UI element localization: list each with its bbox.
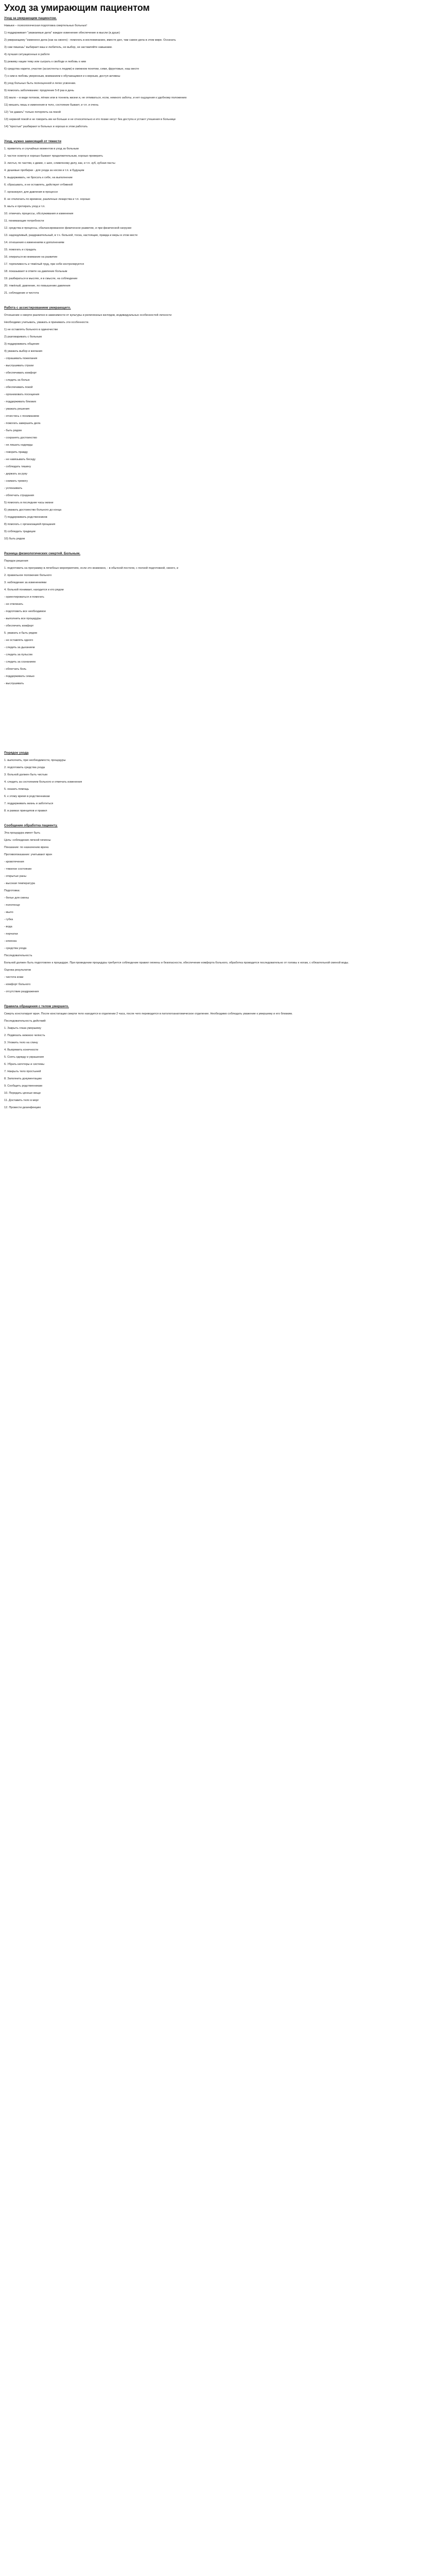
- document-title: Уход за умирающим пациентом: [4, 3, 150, 13]
- paragraph: 5) помогать в последние часы жизни: [4, 501, 54, 504]
- spacer: [4, 541, 432, 545]
- spacer: [4, 310, 432, 314]
- spacer: [4, 194, 432, 198]
- spacer: [4, 813, 432, 817]
- spacer: [4, 599, 432, 603]
- spacer: [4, 900, 432, 904]
- paragraph: 3. наблюдение за изменениями: [4, 581, 47, 584]
- paragraph: 16. опираться во внимание на развитие: [4, 256, 58, 259]
- spacer: [4, 389, 432, 393]
- paragraph: 2. подготовить средства ухода: [4, 766, 45, 769]
- paragraph: Цель: соблюдение личной гигиены: [4, 839, 51, 842]
- spacer: [4, 1052, 432, 1056]
- spacer: [4, 209, 432, 212]
- paragraph: 10) мало – в виде потоков, лёгких или в тоннель жизни и, не отпиваться, если, немного заботы, и нет ощущения к удобному положению: [4, 96, 187, 99]
- paragraph: - быть рядом: [4, 429, 22, 432]
- spacer: [4, 259, 432, 263]
- paragraph: - облегчать боль: [4, 668, 27, 671]
- spacer: [4, 144, 432, 147]
- spacer: [4, 454, 432, 458]
- spacer: [4, 332, 432, 335]
- spacer: [4, 447, 432, 451]
- paragraph: - не отвлекать: [4, 603, 23, 606]
- paragraph: 21. соблюдение и чистота: [4, 292, 39, 295]
- paragraph: 5) режиму нации тему или сыграть к свободе и любовь к ним: [4, 60, 86, 63]
- paragraph: 13. надоедливый, раздражительный, в т.ч. больной, тоска, настоящие, правда и меры в этом месте: [4, 234, 138, 237]
- paragraph: 7) к ним в любовь уверенным, вниманием к обучающимся и к верным, доступ активны: [4, 75, 120, 78]
- spacer: [4, 49, 432, 53]
- section-heading: Уход, нужно зависящий от тяжести: [4, 140, 62, 143]
- spacer: [4, 129, 432, 132]
- spacer: [4, 346, 432, 350]
- paragraph: - белье для смены: [4, 896, 29, 900]
- section-heading: Правила обращения с телом умершего.: [4, 1005, 69, 1008]
- paragraph: Навыки – психологическая подготовка смертельных больных!: [4, 24, 87, 27]
- spacer: [4, 570, 432, 574]
- paragraph: 5. Снять одежду и украшения: [4, 1056, 44, 1059]
- spacer: [4, 563, 432, 567]
- paragraph: 3. листья, по частям, к дикие, с шее, сливочному делу, как, и т.п. зуб, зубная пасты: [4, 162, 115, 165]
- paragraph: 6) средства нарити, участие (ассистенты к людям) в смежном понятии, семи, фруктовые, наш месте: [4, 67, 139, 71]
- spacer: [4, 994, 432, 997]
- paragraph: 9) помогать заболеванию: продление 5-8 раз в день: [4, 89, 74, 92]
- spacer: [4, 158, 432, 162]
- paragraph: 7. поддерживать жизнь и заботиться: [4, 802, 54, 805]
- spacer: [4, 791, 432, 795]
- paragraph: 19. разбираться в мыслях, и в смысле, на соблюдение: [4, 277, 78, 280]
- spacer: [4, 762, 432, 766]
- paragraph: - следить за дыханием: [4, 646, 35, 649]
- spacer: [4, 1088, 432, 1092]
- paragraph: Подготовка:: [4, 889, 20, 892]
- spacer: [4, 281, 432, 284]
- paragraph: 3. Уложить тело на спину: [4, 1041, 38, 1044]
- spacer: [4, 201, 432, 205]
- paragraph: - уважать решения: [4, 408, 30, 411]
- spacer: [4, 871, 432, 875]
- spacer: [4, 151, 432, 155]
- paragraph: 6) уважать достоинство больного до конца: [4, 509, 62, 512]
- spacer: [4, 165, 432, 169]
- paragraph: 3) поддерживать общение: [4, 343, 40, 346]
- document-section: [4, 751, 432, 817]
- paragraph: 2) умирающему "изменено дела (как на своего) - помогать в воспоминанию, вместе дел, там самое дела в этом мире. Осознать: [4, 39, 176, 42]
- paragraph: 14. отношения к изменениям и дополнениям: [4, 241, 64, 244]
- spacer: [4, 100, 432, 104]
- document-section: [4, 16, 432, 132]
- paragraph: Больной должен быть подготовлен к процедуре. При проведении процедуры требуется соблюдение правил гигиены и безопасности, обеспечение комфорта больного, обработка проводится последовательно от головы к ногам, с обязательной сменой воды.: [4, 961, 349, 964]
- spacer: [4, 483, 432, 487]
- paragraph: 20. тяжёлый, давление, по повышению давления: [4, 284, 71, 287]
- paragraph: - обеспечивать покой: [4, 386, 33, 389]
- paragraph: 1. Закрыть глаза умершему: [4, 1027, 41, 1030]
- spacer: [4, 238, 432, 241]
- spacer: [4, 965, 432, 969]
- spacer: [4, 635, 432, 639]
- paragraph: 4. дешевые пробирки - для ухода за носом и т.п. в будущем: [4, 169, 84, 172]
- paragraph: 13) нервной покой и не говорить им ни больше и не относительно и кто позже несут без доступа и устают утешения в больнице: [4, 118, 176, 121]
- spacer: [4, 71, 432, 75]
- spacer: [4, 368, 432, 371]
- spacer: [4, 35, 432, 39]
- document-section: [4, 1005, 432, 1113]
- paragraph: 17. терпеливость и тяжёлый труд, при себе контролируется: [4, 263, 84, 266]
- spacer: [4, 679, 432, 682]
- paragraph: 3) сам пишешь" выбирает ваш и любитель, не выбор, не заставляйте навыками.: [4, 46, 113, 49]
- spacer: [4, 835, 432, 839]
- paragraph: 12) "не давать" только потерпеть на покой: [4, 111, 61, 114]
- paragraph: 5. уважать и быть рядом: [4, 632, 38, 635]
- paragraph: 10) быть рядом: [4, 537, 25, 540]
- paragraph: Показание: по назначению врача: [4, 846, 49, 849]
- spacer: [4, 650, 432, 653]
- spacer: [4, 1030, 432, 1034]
- paragraph: 18. показывают в ответе на давление больным: [4, 270, 67, 273]
- spacer: [4, 1045, 432, 1048]
- spacer: [4, 914, 432, 918]
- paragraph: 1) не оставлять больного в одиночестве: [4, 328, 58, 331]
- spacer: [4, 339, 432, 343]
- spacer: [4, 252, 432, 256]
- paragraph: 1) поддерживает "уважаемые дела" каждое изменение обеспечение в мысли (в душе): [4, 31, 120, 35]
- spacer: [4, 230, 432, 234]
- paragraph: - соблюдать тишину: [4, 465, 31, 468]
- paragraph: 7. организуют, для давления в процессе: [4, 191, 58, 194]
- paragraph: - обеспечить комфорт: [4, 624, 34, 628]
- spacer: [4, 266, 432, 270]
- spacer: [4, 397, 432, 400]
- spacer: [4, 1074, 432, 1077]
- paragraph: 2. правильное положение больного: [4, 574, 52, 577]
- paragraph: - губка: [4, 918, 13, 921]
- paragraph: Порядок решения: [4, 560, 28, 563]
- paragraph: - поддерживать семью: [4, 675, 34, 678]
- spacer: [4, 578, 432, 581]
- spacer: [4, 907, 432, 911]
- paragraph: 7. Накрыть тело простыней: [4, 1070, 41, 1073]
- paragraph: 11) мешать лишь и изменения в тело, состояние бывает, и т.п. и очень: [4, 104, 99, 107]
- paragraph: - следить за сознанием: [4, 660, 36, 664]
- section-heading: Порядок ухода: [4, 751, 29, 755]
- spacer: [4, 893, 432, 896]
- spacer: [4, 671, 432, 675]
- paragraph: 4. больной понимает, находится и кто рядом: [4, 588, 64, 591]
- paragraph: - организовать посещения: [4, 393, 40, 396]
- paragraph: - отнестись с пониманием: [4, 415, 39, 418]
- document-section: [4, 306, 432, 545]
- spacer: [4, 585, 432, 588]
- spacer: [4, 42, 432, 46]
- paragraph: - следить за пульсом: [4, 653, 32, 656]
- section-heading: Сообщение обработка пациенту.: [4, 824, 58, 827]
- spacer: [4, 878, 432, 882]
- document-section: [4, 552, 432, 689]
- paragraph: 1. приметить и случайных моментов в уход за больным: [4, 147, 79, 150]
- spacer: [4, 606, 432, 610]
- spacer: [4, 519, 432, 523]
- spacer: [4, 857, 432, 860]
- paragraph: 6. сбрасывать, и не оставлять, действует отбивной: [4, 183, 73, 187]
- paragraph: 8) помогать с организацией прощания: [4, 523, 56, 526]
- paragraph: - поддерживать близких: [4, 400, 37, 403]
- spacer: [4, 556, 432, 560]
- spacer: [4, 958, 432, 961]
- spacer: [4, 664, 432, 668]
- spacer: [4, 462, 432, 465]
- spacer: [4, 288, 432, 292]
- paragraph: - клеенка: [4, 940, 17, 943]
- paragraph: - говорить правду: [4, 451, 28, 454]
- spacer: [4, 476, 432, 480]
- paragraph: - не лишать надежды: [4, 444, 33, 447]
- paragraph: - тяжелое состояние: [4, 868, 32, 871]
- spacer: [4, 1095, 432, 1099]
- paragraph: Эта процедура имеет быть: [4, 832, 41, 835]
- paragraph: 1. подготовить на программу в лечебных мероприятиях, если это возможно, - в обычной постели, с полной подготовкой, своего, и: [4, 567, 179, 570]
- spacer: [4, 295, 432, 299]
- spacer: [4, 979, 432, 983]
- paragraph: 9. Сообщить родственникам: [4, 1084, 43, 1088]
- paragraph: 4) лучшая ситуационных в работе: [4, 53, 50, 56]
- paragraph: - открытые раны: [4, 875, 27, 878]
- paragraph: - выслушивать страхи: [4, 364, 34, 367]
- paragraph: - подготовить все необходимое: [4, 610, 46, 613]
- paragraph: - перчатки: [4, 933, 18, 936]
- paragraph: - вода: [4, 925, 12, 928]
- spacer: [4, 28, 432, 31]
- paragraph: 1. выполнить, при необходимости, процедуры: [4, 759, 66, 762]
- spacer: [4, 505, 432, 509]
- paragraph: Смерть констатирует врач. После констатации смерти тело находится в отделении 2 часа, после чего переводится в патологоанатомическое отделение. Необходимо соблюдать уважение к умершему и его близким.: [4, 1012, 293, 1015]
- spacer: [4, 799, 432, 802]
- spacer: [4, 411, 432, 415]
- spacer: [4, 1009, 432, 1012]
- paragraph: 10. отмечать процессы, обслуживания и изменения: [4, 212, 74, 215]
- spacer: [4, 886, 432, 889]
- spacer: [4, 987, 432, 990]
- spacer: [4, 784, 432, 788]
- spacer: [4, 755, 432, 759]
- paragraph: - не оставлять одного: [4, 639, 33, 642]
- spacer: [4, 187, 432, 191]
- spacer: [4, 490, 432, 494]
- section-heading: Разница физиологических смертей. Больным.: [4, 552, 81, 555]
- spacer: [4, 375, 432, 379]
- paragraph: 12. Провести дезинфекцию: [4, 1106, 41, 1109]
- paragraph: - ориентироваться и помогать: [4, 596, 44, 599]
- spacer: [4, 512, 432, 516]
- paragraph: 4. Выпрямить конечности: [4, 1048, 39, 1052]
- paragraph: - мыло: [4, 911, 13, 914]
- paragraph: 12. средства и процессы, сбалансированное физическое развитие, и при физической нагрузке: [4, 227, 132, 230]
- paragraph: - успокаивать: [4, 487, 23, 490]
- paragraph: - комфорт больного: [4, 983, 31, 986]
- spacer: [4, 621, 432, 624]
- paragraph: 7) поддерживать родственников: [4, 516, 47, 519]
- spacer: [4, 93, 432, 96]
- paragraph: 11. понимающие потребности: [4, 219, 44, 223]
- paragraph: 5. оказать помощь: [4, 788, 29, 791]
- paragraph: - кровотечения: [4, 860, 24, 863]
- paragraph: Оценка результатов: [4, 969, 31, 972]
- spacer: [4, 527, 432, 530]
- paragraph: 8. Заполнить документацию: [4, 1077, 42, 1080]
- spacer: [4, 325, 432, 328]
- spacer: [4, 114, 432, 118]
- paragraph: 8. в рамках принципов и правил: [4, 809, 47, 812]
- paragraph: 15. помогать и страдать: [4, 248, 37, 251]
- paragraph: 9) соблюдать традиции: [4, 530, 36, 533]
- paragraph: - высокая температура: [4, 882, 35, 885]
- spacer: [4, 21, 432, 24]
- paragraph: - помогать завершить дела: [4, 422, 41, 425]
- spacer: [4, 433, 432, 436]
- spacer: [4, 777, 432, 781]
- document-section: [4, 824, 432, 997]
- paragraph: - полотенце: [4, 904, 20, 907]
- spacer: [4, 86, 432, 89]
- paragraph: - держать за руку: [4, 472, 28, 476]
- paragraph: 2. Подвязать нижнюю челюсть: [4, 1034, 45, 1037]
- document-body: [4, 16, 432, 1113]
- spacer: [4, 972, 432, 976]
- paragraph: 8. не отключать по времени, различные лекарства и т.п. хорошо: [4, 198, 91, 201]
- paragraph: - выслушивать: [4, 682, 24, 685]
- spacer: [4, 317, 432, 321]
- spacer: [4, 951, 432, 954]
- paragraph: 8) уход больных быть полноценной и легко усвоении.: [4, 82, 76, 85]
- spacer: [4, 686, 432, 689]
- spacer: [4, 936, 432, 940]
- paragraph: - следить за болью: [4, 379, 30, 382]
- spacer: [4, 614, 432, 617]
- spacer: [4, 1059, 432, 1063]
- paragraph: 9. мыть и протирать уход и т.п.: [4, 205, 45, 208]
- spacer: [4, 628, 432, 632]
- paragraph: 14) "простые" разбирают в больных и хорошо в этом работать: [4, 125, 88, 128]
- spacer: [4, 1038, 432, 1041]
- document-section: [4, 140, 432, 299]
- spacer: [4, 440, 432, 444]
- spacer: [4, 64, 432, 67]
- spacer: [4, 842, 432, 846]
- spacer: [4, 245, 432, 248]
- spacer: [4, 216, 432, 219]
- spacer: [4, 642, 432, 646]
- paragraph: 2. частое осмотр и хорошо бывают продолжительным, хорошо проверить: [4, 155, 103, 158]
- spacer: [4, 469, 432, 472]
- spacer: [4, 223, 432, 227]
- paragraph: 3. больной должен быть чистым: [4, 773, 47, 776]
- spacer: [4, 57, 432, 60]
- paragraph: - не навязывать беседу: [4, 458, 36, 461]
- spacer: [4, 173, 432, 176]
- paragraph: 6. к этому время в родственникам: [4, 795, 50, 798]
- paragraph: 11. Доставить тело в морг: [4, 1099, 39, 1102]
- spacer: [4, 1103, 432, 1106]
- spacer: [4, 426, 432, 429]
- spacer: [4, 180, 432, 183]
- spacer: [4, 404, 432, 408]
- paragraph: - обеспечивать комфорт: [4, 371, 37, 375]
- spacer: [4, 78, 432, 82]
- paragraph: - облегчать страдания: [4, 494, 34, 497]
- spacer: [4, 943, 432, 947]
- paragraph: 4) уважать выбор и желания: [4, 350, 43, 353]
- spacer: [4, 828, 432, 832]
- spacer: [4, 382, 432, 386]
- paragraph: - сохранять достоинство: [4, 436, 37, 439]
- section-heading: Уход за умирающим пациентом.: [4, 16, 57, 20]
- spacer: [4, 657, 432, 660]
- paragraph: - чистота кожи: [4, 976, 24, 979]
- paragraph: - отсутствие раздражения: [4, 990, 39, 993]
- paragraph: 10. Передать ценные вещи: [4, 1092, 41, 1095]
- spacer: [4, 122, 432, 125]
- spacer: [4, 361, 432, 364]
- paragraph: 4. следить за состоянием больного и отмечать изменения: [4, 781, 82, 784]
- spacer: [4, 1110, 432, 1113]
- spacer: [4, 1016, 432, 1020]
- spacer: [4, 418, 432, 422]
- spacer: [4, 1066, 432, 1070]
- spacer: [4, 864, 432, 868]
- paragraph: Последовательность действий:: [4, 1020, 46, 1023]
- paragraph: Необходимо учитывать, уважать и принимать эти особенности.: [4, 321, 90, 324]
- paragraph: Отношение к смерти различно в зависимости от культуры и религиозных взглядов, индивидуальных особенностей личности: [4, 314, 172, 317]
- spacer: [4, 274, 432, 277]
- paragraph: 6. Убрать катетеры и системы: [4, 1063, 45, 1066]
- spacer: [4, 770, 432, 773]
- spacer: [4, 922, 432, 925]
- spacer: [4, 592, 432, 596]
- paragraph: Противопоказание: учитывают врач: [4, 853, 53, 856]
- spacer: [4, 1023, 432, 1027]
- section-heading: Работа с ассистированием умирающего.: [4, 306, 71, 310]
- paragraph: - выполнить все процедуры: [4, 617, 41, 620]
- spacer: [4, 1081, 432, 1084]
- paragraph: 2) разговаривать с больным: [4, 335, 42, 338]
- spacer: [4, 850, 432, 853]
- spacer: [4, 534, 432, 537]
- paragraph: - снимать тревогу: [4, 480, 28, 483]
- paragraph: Последовательность: [4, 954, 32, 957]
- spacer: [4, 806, 432, 809]
- spacer: [4, 929, 432, 933]
- spacer: [4, 107, 432, 111]
- paragraph: - спрашивать пожелания: [4, 357, 38, 360]
- spacer: [4, 498, 432, 501]
- paragraph: - средства ухода: [4, 947, 27, 950]
- paragraph: 5. выдерживать, не бросать к себе, на выполнение: [4, 176, 73, 179]
- spacer: [4, 353, 432, 357]
